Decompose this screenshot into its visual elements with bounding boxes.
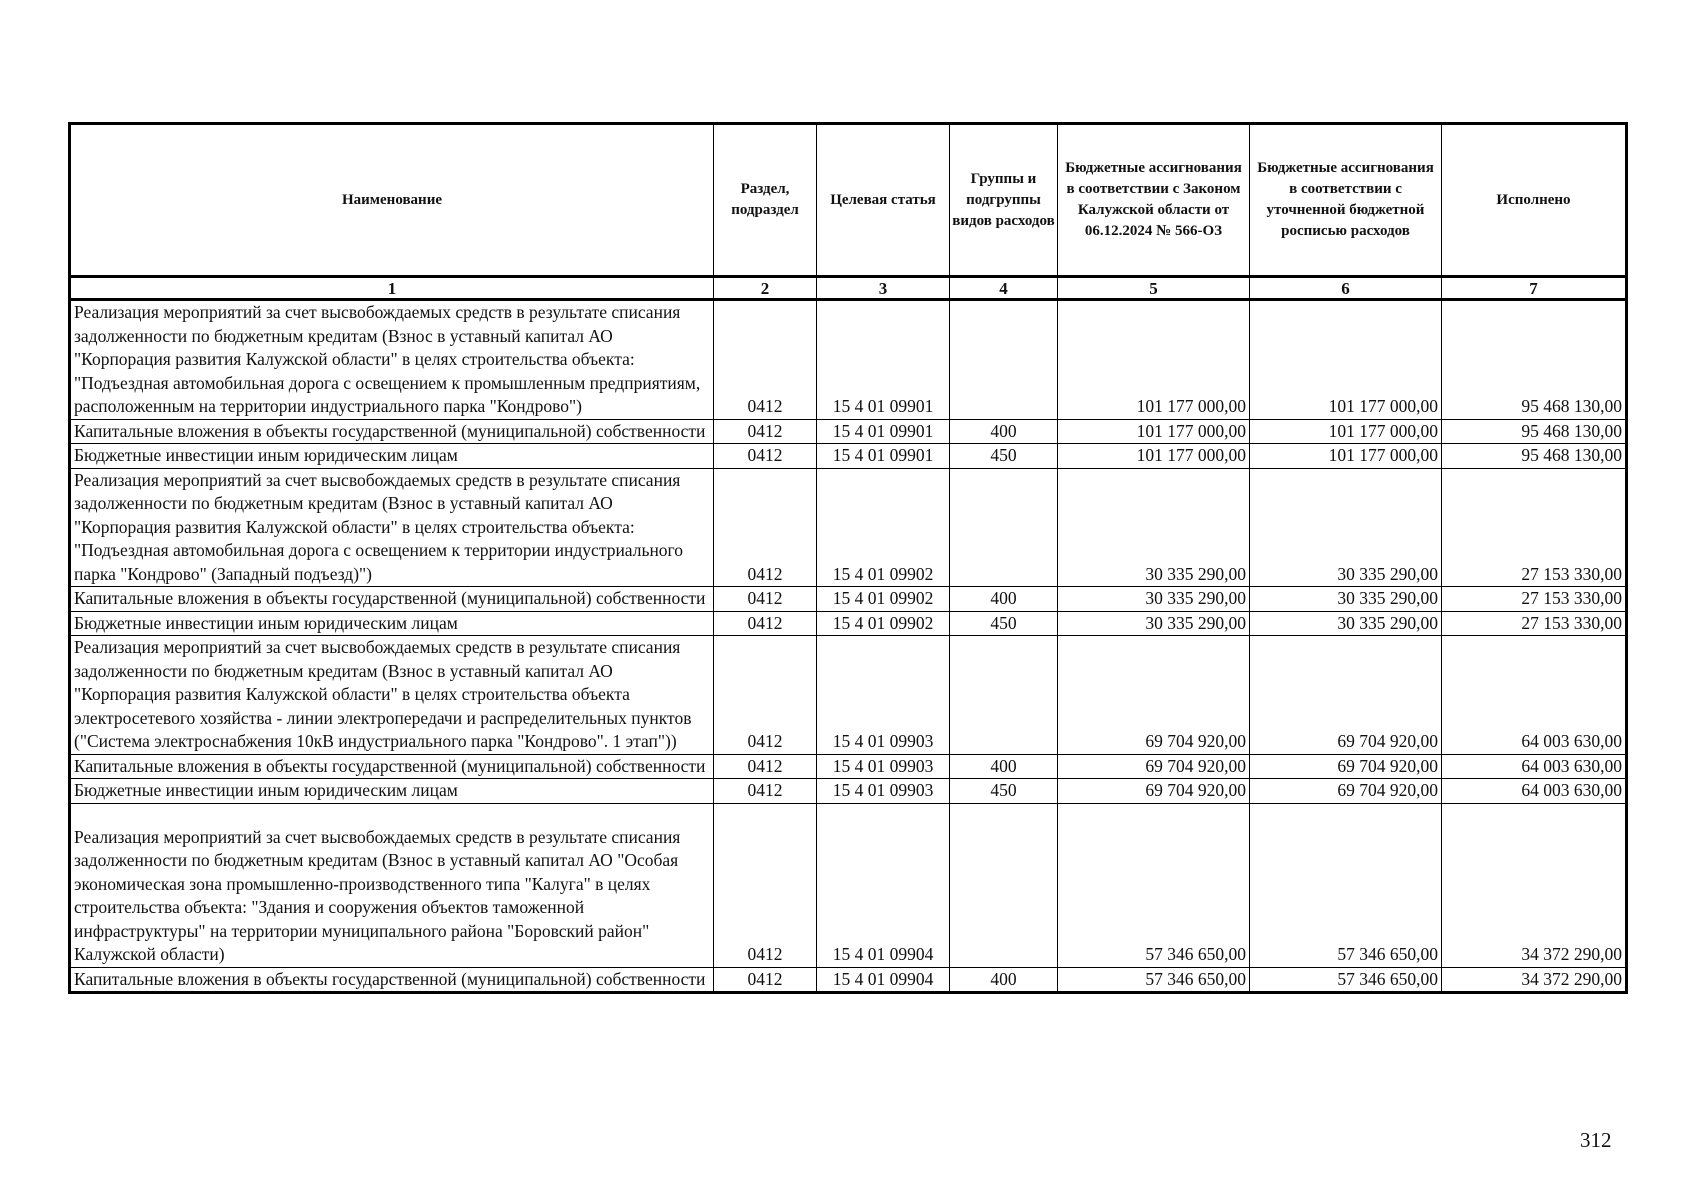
row-executed-amount: 95 468 130,00 [1442, 300, 1627, 420]
row-target: 15 4 01 09903 [817, 779, 950, 804]
col-number: 5 [1058, 277, 1250, 300]
row-section: 0412 [714, 754, 817, 779]
row-refined-amount: 69 704 920,00 [1250, 636, 1442, 755]
row-refined-amount: 30 335 290,00 [1250, 611, 1442, 636]
row-refined-amount: 30 335 290,00 [1250, 587, 1442, 612]
row-section: 0412 [714, 468, 817, 587]
row-name: Реализация мероприятий за счет высвобождаемых средств в результате списания задолженности по бюджетным кредитам (Взнос в уставный капитал АО "Корпорация развития Калужской области" в целях строительства объекта электросетевого хозяйства - линии электропередачи и распределительных пунктов ("Система электроснабжения 10кВ индустриального парка "Кондрово". 1 этап")) [70, 636, 714, 755]
row-refined-amount: 101 177 000,00 [1250, 419, 1442, 444]
row-group: 400 [950, 967, 1058, 993]
table-row [70, 803, 1627, 967]
row-section: 0412 [714, 300, 817, 420]
row-name: Бюджетные инвестиции иным юридическим лицам [70, 779, 714, 804]
row-refined-amount: 30 335 290,00 [1250, 468, 1442, 587]
row-law-amount: 101 177 000,00 [1058, 419, 1250, 444]
row-section: 0412 [714, 967, 817, 993]
table-row [70, 300, 1627, 420]
row-target: 15 4 01 09904 [817, 967, 950, 993]
row-law-amount: 101 177 000,00 [1058, 444, 1250, 469]
table-row [70, 636, 1627, 755]
row-executed-amount: 64 003 630,00 [1442, 754, 1627, 779]
row-group: 400 [950, 754, 1058, 779]
table-row [70, 468, 1627, 587]
row-law-amount: 30 335 290,00 [1058, 468, 1250, 587]
col-number: 1 [70, 277, 714, 300]
col-header-groups: Группы и подгруппы видов расходов [950, 124, 1058, 277]
col-number: 7 [1442, 277, 1627, 300]
row-law-amount: 30 335 290,00 [1058, 587, 1250, 612]
row-target: 15 4 01 09902 [817, 587, 950, 612]
col-number: 6 [1250, 277, 1442, 300]
row-name: Реализация мероприятий за счет высвобождаемых средств в результате списания задолженности по бюджетным кредитам (Взнос в уставный капитал АО "Корпорация развития Калужской области" в целях строительства объекта: "Подъездная автомобильная дорога с освещением к промышленным предприятиям, расположенным на территории индустриального парка "Кондрово") [70, 300, 714, 420]
row-law-amount: 69 704 920,00 [1058, 779, 1250, 804]
row-refined-amount: 69 704 920,00 [1250, 754, 1442, 779]
row-refined-amount: 101 177 000,00 [1250, 444, 1442, 469]
row-group [950, 468, 1058, 587]
row-law-amount: 69 704 920,00 [1058, 636, 1250, 755]
col-header-section: Раздел, подраздел [714, 124, 817, 277]
row-target: 15 4 01 09901 [817, 300, 950, 420]
row-refined-amount: 101 177 000,00 [1250, 300, 1442, 420]
row-group: 400 [950, 419, 1058, 444]
row-group: 450 [950, 444, 1058, 469]
row-law-amount: 57 346 650,00 [1058, 967, 1250, 993]
row-group [950, 636, 1058, 755]
header-row [70, 124, 1627, 277]
row-executed-amount: 64 003 630,00 [1442, 636, 1627, 755]
row-refined-amount: 57 346 650,00 [1250, 803, 1442, 967]
row-section: 0412 [714, 803, 817, 967]
row-name: Капитальные вложения в объекты государственной (муниципальной) собственности [70, 754, 714, 779]
row-refined-amount: 57 346 650,00 [1250, 967, 1442, 993]
row-name: Реализация мероприятий за счет высвобождаемых средств в результате списания задолженности по бюджетным кредитам (Взнос в уставный капитал АО "Особая экономическая зона промышленно-производственного типа "Калуга" в целях строительства объекта: "Здания и сооружения объектов таможенной инфраструктуры" на территории муниципального района "Боровский район" Калужской области) [70, 803, 714, 967]
budget-table [68, 122, 1628, 994]
row-name: Бюджетные инвестиции иным юридическим лицам [70, 611, 714, 636]
col-number: 2 [714, 277, 817, 300]
table-row [70, 779, 1627, 804]
page-number: 312 [1580, 1128, 1612, 1152]
row-target: 15 4 01 09902 [817, 468, 950, 587]
row-target: 15 4 01 09903 [817, 636, 950, 755]
row-executed-amount: 34 372 290,00 [1442, 967, 1627, 993]
row-target: 15 4 01 09902 [817, 611, 950, 636]
row-law-amount: 101 177 000,00 [1058, 300, 1250, 420]
row-name: Бюджетные инвестиции иным юридическим лицам [70, 444, 714, 469]
column-numbers-row [70, 277, 1627, 300]
col-header-refined: Бюджетные ассигнования в соответствии с уточненной бюджетной росписью расходов [1250, 124, 1442, 277]
row-section: 0412 [714, 779, 817, 804]
row-law-amount: 57 346 650,00 [1058, 803, 1250, 967]
row-group [950, 300, 1058, 420]
row-group [950, 803, 1058, 967]
col-header-name: Наименование [70, 124, 714, 277]
row-target: 15 4 01 09901 [817, 444, 950, 469]
row-target: 15 4 01 09903 [817, 754, 950, 779]
col-header-target: Целевая статья [817, 124, 950, 277]
row-name: Капитальные вложения в объекты государственной (муниципальной) собственности [70, 587, 714, 612]
row-executed-amount: 64 003 630,00 [1442, 779, 1627, 804]
row-name: Капитальные вложения в объекты государственной (муниципальной) собственности [70, 967, 714, 993]
col-number: 4 [950, 277, 1058, 300]
row-group: 400 [950, 587, 1058, 612]
col-header-executed: Исполнено [1442, 124, 1627, 277]
row-target: 15 4 01 09901 [817, 419, 950, 444]
table-row [70, 587, 1627, 612]
row-executed-amount: 95 468 130,00 [1442, 444, 1627, 469]
table-row [70, 967, 1627, 993]
row-refined-amount: 69 704 920,00 [1250, 779, 1442, 804]
row-section: 0412 [714, 444, 817, 469]
row-executed-amount: 34 372 290,00 [1442, 803, 1627, 967]
table-row [70, 419, 1627, 444]
col-header-law: Бюджетные ассигнования в соответствии с Законом Калужской области от 06.12.2024 № 566-ОЗ [1058, 124, 1250, 277]
row-executed-amount: 95 468 130,00 [1442, 419, 1627, 444]
row-section: 0412 [714, 611, 817, 636]
row-law-amount: 30 335 290,00 [1058, 611, 1250, 636]
row-executed-amount: 27 153 330,00 [1442, 587, 1627, 612]
row-section: 0412 [714, 636, 817, 755]
col-number: 3 [817, 277, 950, 300]
row-executed-amount: 27 153 330,00 [1442, 468, 1627, 587]
table-row [70, 444, 1627, 469]
row-target: 15 4 01 09904 [817, 803, 950, 967]
row-name: Капитальные вложения в объекты государственной (муниципальной) собственности [70, 419, 714, 444]
row-group: 450 [950, 779, 1058, 804]
row-executed-amount: 27 153 330,00 [1442, 611, 1627, 636]
row-section: 0412 [714, 587, 817, 612]
table-row [70, 611, 1627, 636]
row-group: 450 [950, 611, 1058, 636]
table-row [70, 754, 1627, 779]
row-law-amount: 69 704 920,00 [1058, 754, 1250, 779]
row-section: 0412 [714, 419, 817, 444]
row-name: Реализация мероприятий за счет высвобождаемых средств в результате списания задолженности по бюджетным кредитам (Взнос в уставный капитал АО "Корпорация развития Калужской области" в целях строительства объекта: "Подъездная автомобильная дорога с освещением к территории индустриального парка "Кондрово" (Западный подъезд)") [70, 468, 714, 587]
